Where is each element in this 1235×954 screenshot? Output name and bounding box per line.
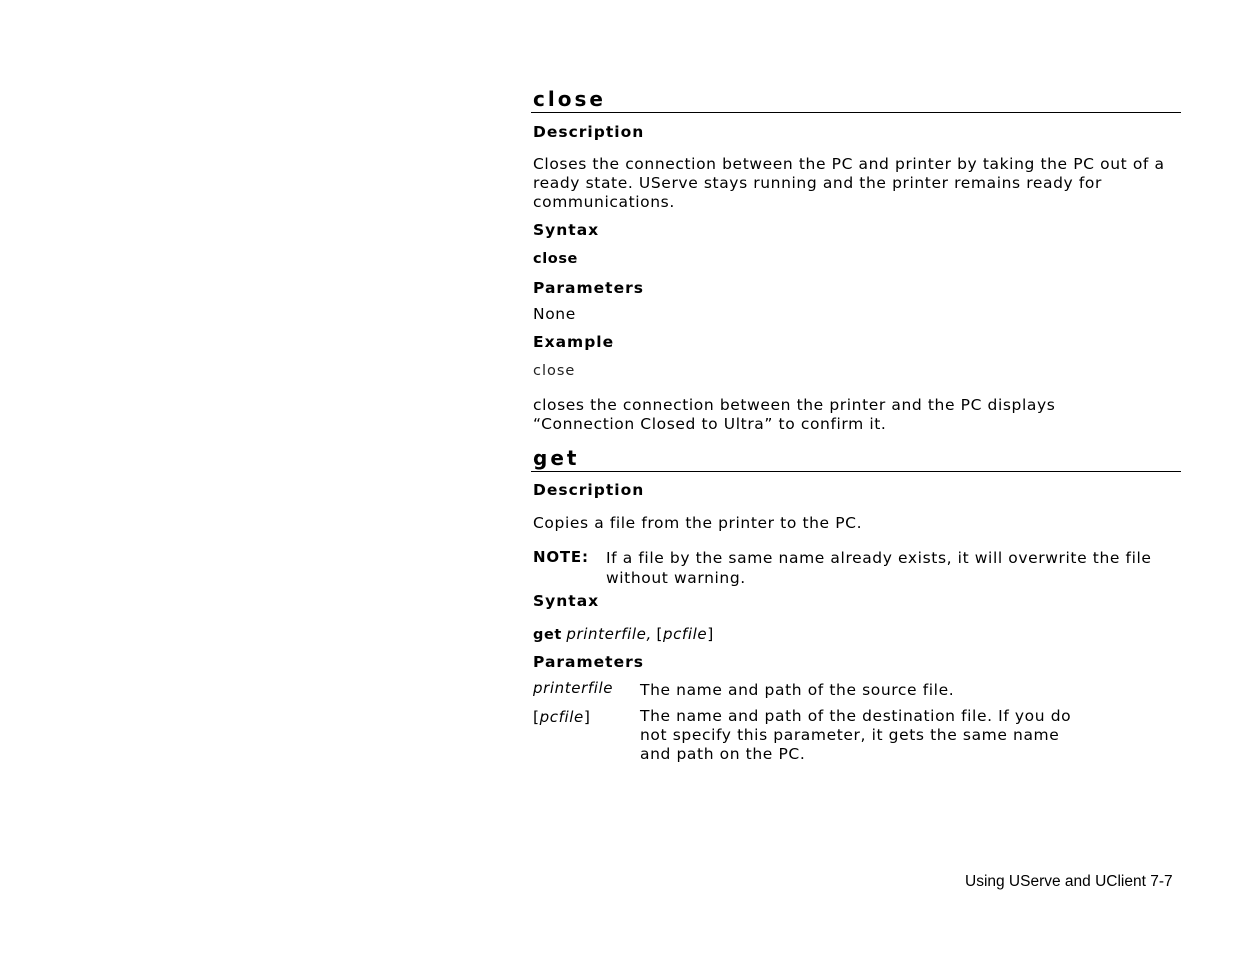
get-syntax-arg2: pcfile [662, 625, 708, 643]
close-title-rule [531, 112, 1181, 113]
param-name-pcfile: [pcfile] [533, 708, 591, 726]
note-text: If a file by the same name already exists, it will overwrite the file without warning. [606, 549, 1152, 587]
get-section-title: get [533, 446, 580, 470]
get-syntax-heading: Syntax [533, 592, 600, 610]
get-title-rule [531, 471, 1181, 472]
close-description-text: Closes the connection between the PC and printer by taking the PC out of a ready state. UServe stays running and the printer remains ready for communications. [533, 155, 1165, 211]
get-syntax-line [533, 624, 714, 645]
close-example-heading: Example [533, 333, 615, 351]
close-example-code: close [533, 363, 576, 379]
page-footer: Using UServe and UClient 7-7 [965, 873, 1173, 890]
close-description-heading: Description [533, 123, 645, 141]
close-example-text: closes the connection between the printer and the PC displays “Connection Closed to Ultra” to confirm it. [533, 396, 1056, 433]
close-parameters-text: None [533, 305, 576, 323]
get-syntax-arg1: printerfile, [566, 625, 652, 643]
close-section-title: close [533, 87, 606, 111]
param-desc-printerfile: The name and path of the source file. [640, 681, 955, 699]
get-parameters-heading: Parameters [533, 653, 644, 671]
close-syntax-heading: Syntax [533, 221, 600, 239]
get-description-heading: Description [533, 481, 645, 499]
get-syntax-bracket-open: [ [656, 625, 663, 643]
note-label: NOTE: [533, 548, 589, 566]
close-parameters-heading: Parameters [533, 279, 644, 297]
close-syntax-command: close [533, 251, 578, 267]
get-syntax-bracket-close: ] [707, 625, 714, 643]
get-syntax-command: get [533, 627, 562, 643]
param-desc-pcfile: The name and path of the destination file. If you do not specify this parameter, it gets the same name and path on the PC. [640, 707, 1072, 763]
param-name-printerfile: printerfile [533, 679, 614, 697]
get-description-text: Copies a file from the printer to the PC. [533, 514, 863, 532]
